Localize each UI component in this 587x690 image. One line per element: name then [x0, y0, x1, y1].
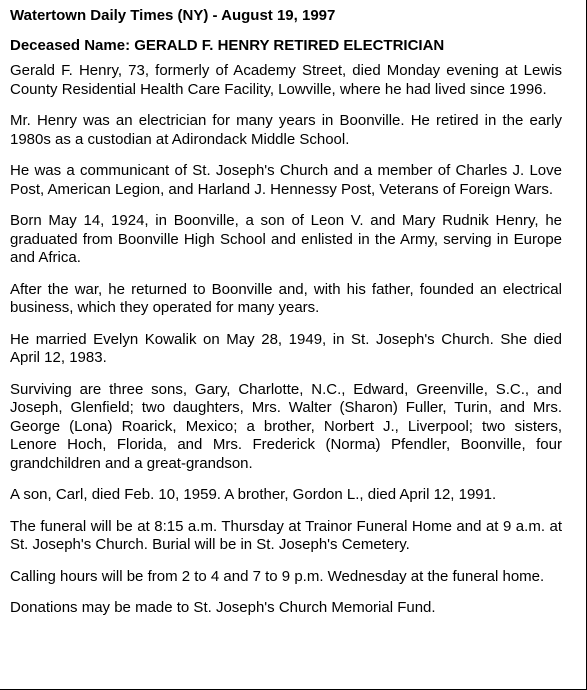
paragraph-birth: Born May 14, 1924, in Boonville, a son of Leon V. and Mary Rudnik Henry, he graduated from Boonville High School and enlisted in the Army, serving in Europe and Africa. [10, 212, 562, 266]
paragraph-calling-hours: Calling hours will be from 2 to 4 and 7 to 9 p.m. Wednesday at the funeral home. [10, 567, 545, 585]
paragraph-predeceased: A son, Carl, died Feb. 10, 1959. A brother, Gordon L., died April 12, 1991. [10, 486, 497, 503]
paragraph-memberships: He was a communicant of St. Joseph's Church and a member of Charles J. Love Post, American Legion, and Harland J. Hennessy Post, Veterans of Foreign Wars. [10, 162, 562, 198]
newspaper-title: Watertown Daily Times (NY) - August 19, 1997 [10, 7, 336, 24]
paragraph-career: Mr. Henry was an electrician for many years in Boonville. He retired in the early 1980s as a custodian at Adirondack Middle School. [10, 112, 562, 148]
paragraph-donations: Donations may be made to St. Joseph's Church Memorial Fund. [10, 599, 436, 616]
paragraph-business: After the war, he returned to Boonville and, with his father, founded an electrical business, which they operated for many years. [10, 280, 562, 316]
paragraph-funeral: The funeral will be at 8:15 a.m. Thursday at Trainor Funeral Home and at 9 a.m. at St. Joseph's Church. Burial will be in St. Joseph's Cemetery. [10, 517, 562, 553]
paragraph-marriage: He married Evelyn Kowalik on May 28, 1949, in St. Joseph's Church. She died April 12, 1983. [10, 330, 562, 366]
paragraph-death-notice: Gerald F. Henry, 73, formerly of Academy Street, died Monday evening at Lewis County Residential Health Care Facility, Lowville, where he had lived since 1996. [10, 62, 562, 98]
deceased-heading: Deceased Name: GERALD F. HENRY RETIRED ELECTRICIAN [10, 37, 445, 54]
obituary-document [10, 6, 562, 631]
paragraph-survivors: Surviving are three sons, Gary, Charlotte, N.C., Edward, Greenville, S.C., and Joseph, Glenfield; two daughters, Mrs. Walter (Sharon) Fuller, Turin, and Mrs. George (Lona) Roarick, Mexico; a brother, Norbert J., Liverpool; two sisters, Lenore Hoch, Florida, and Mrs. Frederick (Norma) Pfendler, Boonville, four grandchildren and a great-grandson. [10, 380, 562, 472]
